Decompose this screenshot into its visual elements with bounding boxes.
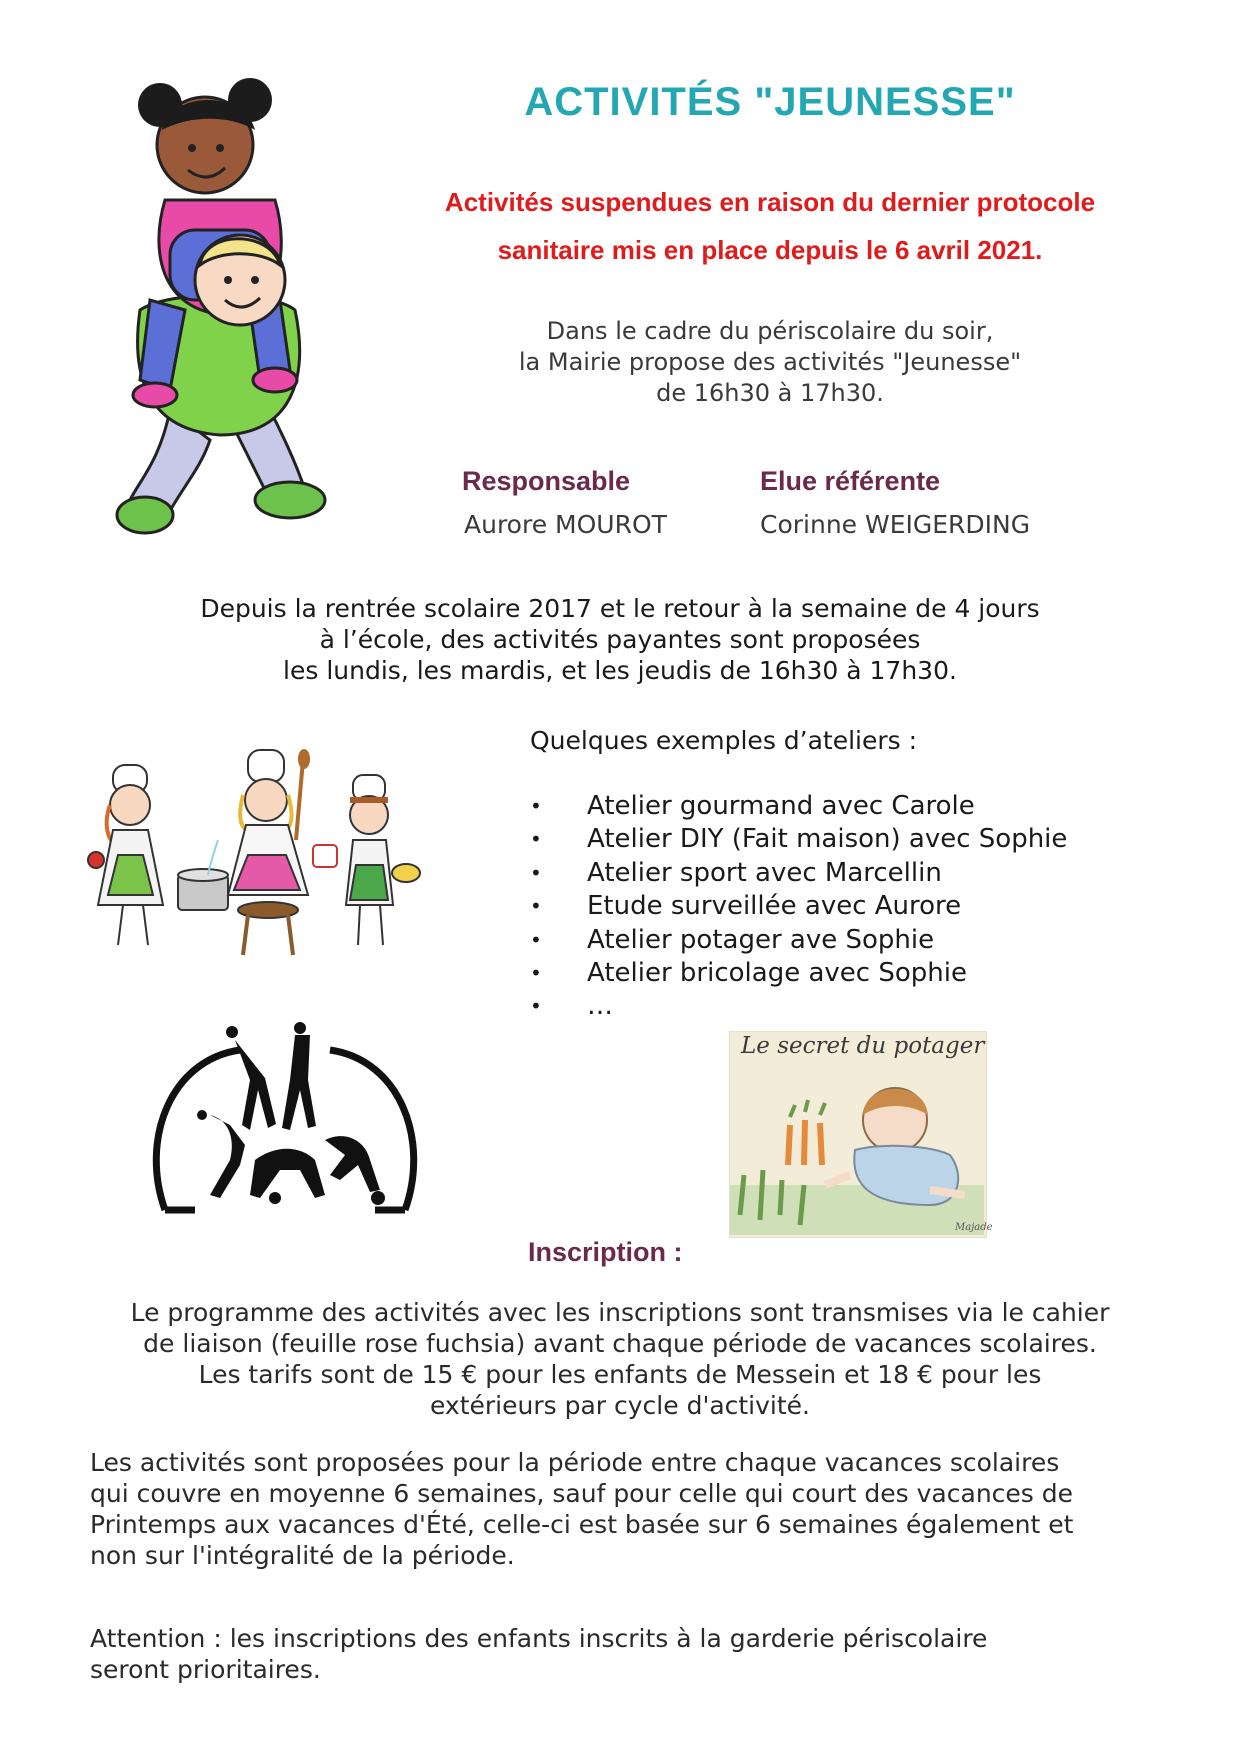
list-item — [530, 890, 1067, 923]
paragraph-line: Printemps aux vacances d'Été, celle-ci est basée sur 6 semaines également et — [90, 1510, 1074, 1539]
bullet: • — [530, 860, 542, 885]
inscription-heading: Inscription : — [528, 1237, 683, 1267]
workshop-label: Atelier DIY (Fait maison) avec Sophie — [587, 824, 1068, 855]
intro-line: de 16h30 à 17h30. — [656, 379, 884, 407]
paragraph-line: de liaison (feuille rose fuchsia) avant chaque période de vacances scolaires. — [143, 1329, 1097, 1358]
alert-line: sanitaire mis en place depuis le 6 avril 2021. — [497, 235, 1043, 265]
list-item — [530, 990, 1067, 1023]
paragraph-line: qui couvre en moyenne 6 semaines, sauf pour celle qui court des vacances de — [90, 1479, 1074, 1508]
responsable-label: Responsable — [462, 466, 631, 496]
paragraph-line: les lundis, les mardis, et les jeudis de 16h30 à 17h30. — [283, 656, 957, 685]
inscription-paragraph — [80, 1297, 1160, 1421]
bullet: • — [530, 894, 542, 919]
workshop-label: Etude surveillée avec Aurore — [587, 891, 962, 922]
list-item — [530, 823, 1067, 856]
paragraph-line: à l’école, des activités payantes sont proposées — [319, 625, 921, 654]
workshop-label: Atelier bricolage avec Sophie — [587, 958, 967, 989]
gardening-child-illustration — [730, 1065, 993, 1235]
elue-name: Corinne WEIGERDING — [760, 510, 1031, 539]
book-signature: Majade — [955, 1222, 993, 1233]
workshop-label: … — [587, 991, 613, 1022]
bullet: • — [530, 994, 542, 1019]
bullet: • — [530, 827, 542, 852]
paragraph-line: Attention : les inscriptions des enfants inscrits à la garderie périscolaire — [90, 1624, 988, 1653]
elue-label: Elue référente — [760, 466, 941, 496]
paragraph-line: Les tarifs sont de 15 € pour les enfants de Messein et 18 € pour les — [198, 1360, 1042, 1389]
page-title: ACTIVITÉS "JEUNESSE" — [524, 80, 1016, 124]
paragraph-line: seront prioritaires. — [90, 1655, 321, 1684]
examples-heading: Quelques exemples d’ateliers : — [530, 726, 918, 755]
suspension-alert — [390, 178, 1150, 274]
workshop-list — [530, 790, 1067, 1024]
list-item — [530, 790, 1067, 823]
list-item — [530, 957, 1067, 990]
bullet: • — [530, 794, 542, 818]
book-title: Le secret du potager — [741, 1033, 985, 1059]
paragraph-line: Les activités sont proposées pour la période entre chaque vacances scolaires — [90, 1448, 1060, 1477]
workshop-label: Atelier potager ave Sophie — [587, 924, 935, 955]
sport-silhouettes-logo — [150, 1020, 420, 1220]
bullet: • — [530, 927, 542, 952]
intro-line: la Mairie propose des activités "Jeunesse" — [518, 348, 1022, 376]
list-item — [530, 924, 1067, 957]
cooking-kids-illustration — [88, 745, 478, 960]
attention-note — [90, 1623, 1180, 1685]
period-paragraph — [90, 1447, 1180, 1571]
paragraph-line: Depuis la rentrée scolaire 2017 et le retour à la semaine de 4 jours — [200, 594, 1040, 623]
list-item — [530, 857, 1067, 890]
responsable-name: Aurore MOUROT — [464, 510, 667, 539]
bullet: • — [530, 961, 542, 986]
kids-piggyback-illustration — [110, 80, 340, 540]
workshop-label: Atelier gourmand avec Carole — [587, 791, 975, 821]
alert-line: Activités suspendues en raison du dernier protocole — [444, 187, 1096, 217]
workshop-label: Atelier sport avec Marcellin — [587, 857, 942, 888]
paragraph-line: Le programme des activités avec les inscriptions sont transmises via le cahier — [130, 1298, 1110, 1327]
paragraph-line: extérieurs par cycle d'activité. — [429, 1391, 811, 1420]
paragraph-line: non sur l'intégralité de la période. — [90, 1541, 515, 1570]
rentree-paragraph — [120, 593, 1120, 686]
intro-line: Dans le cadre du périscolaire du soir, — [546, 317, 994, 345]
intro-text — [430, 316, 1110, 409]
